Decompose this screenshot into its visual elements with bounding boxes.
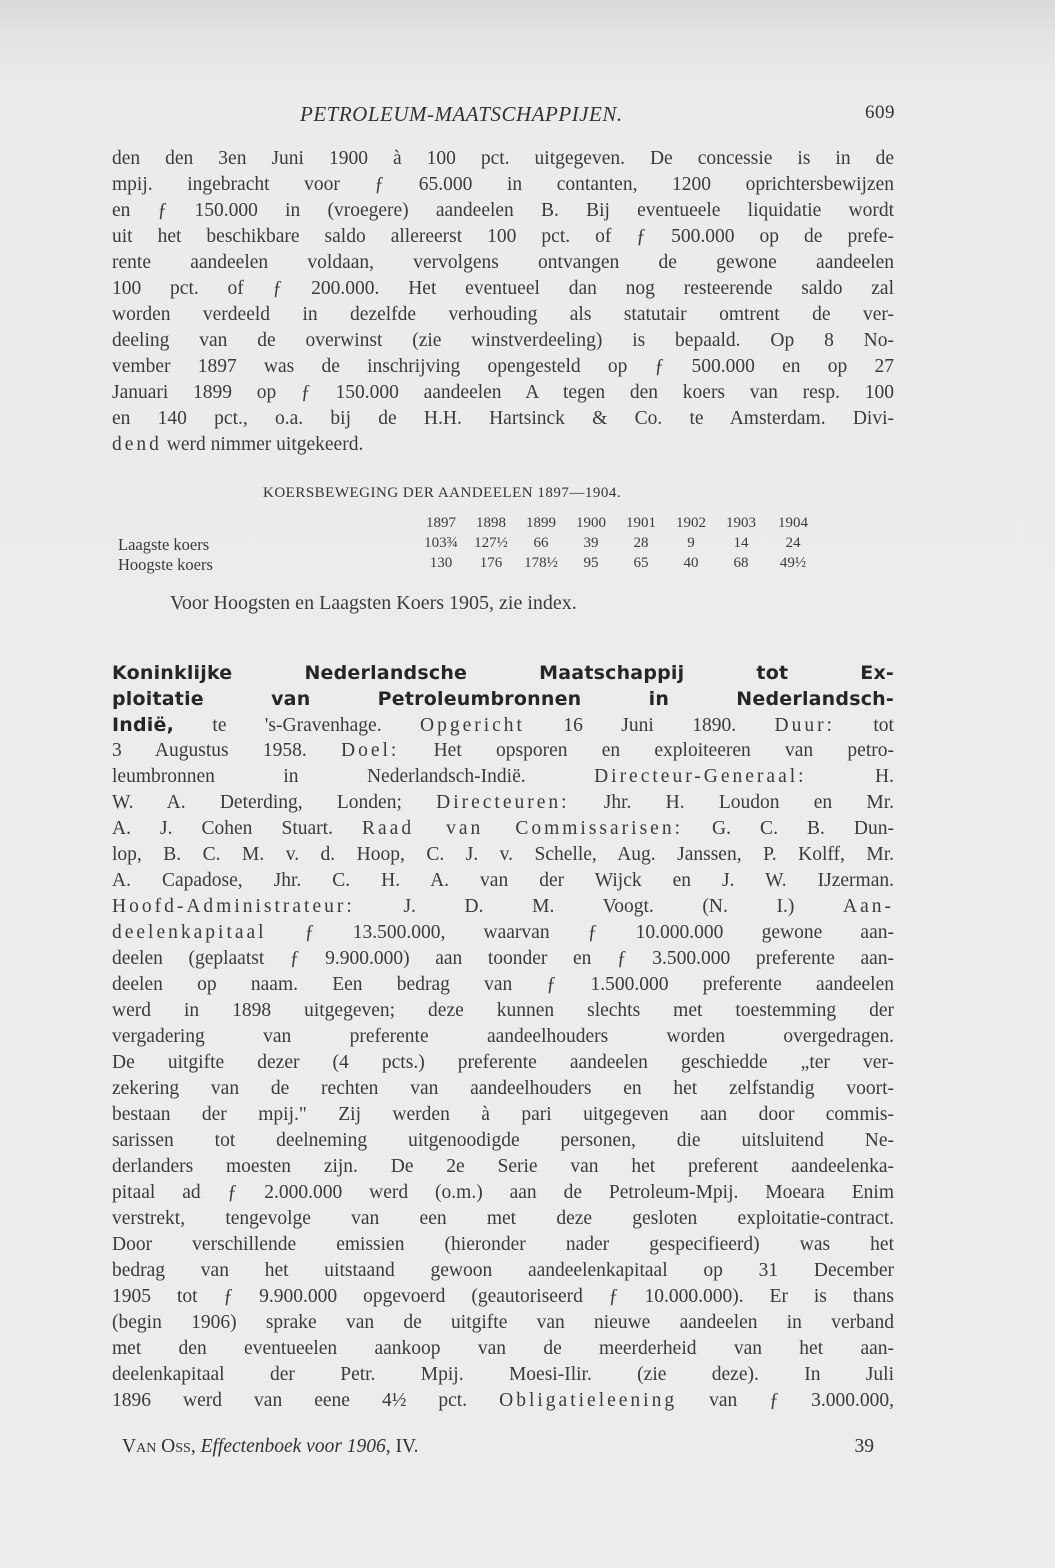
- body-line: pitaal ad ƒ 2.000.000 werd (o.m.) aan de Petroleum-Mpij. Moeara Enim: [112, 1182, 894, 1203]
- table-cell: 49½: [779, 555, 807, 571]
- table-cell: 24: [785, 535, 801, 551]
- row-label: Laagste koers: [118, 535, 210, 554]
- body-line: 100 pct. of ƒ 200.000. Het eventueel dan nog resteerende saldo zal: [112, 278, 894, 299]
- body-line: deelenkapitaal ƒ 13.500.000, waarvan ƒ 10.000.000 gewone aan-: [112, 922, 894, 943]
- table-cell: 66: [533, 535, 549, 551]
- entry-heading: ploitatie van Petroleumbronnen in Nederlandsch-: [112, 688, 894, 710]
- body-line: De uitgifte dezer (4 pcts.) preferente aandeelen geschiedde „ter ver-: [112, 1052, 894, 1073]
- table-cell: 176: [479, 555, 503, 571]
- table-cell: 178½: [524, 555, 558, 571]
- table-note: Voor Hoogsten en Laagsten Koers 1905, zie index.: [170, 592, 577, 614]
- body-line: dend werd nimmer uitgekeerd.: [112, 434, 364, 455]
- table-cell: 103¾: [424, 535, 458, 551]
- table-cell: 65: [633, 555, 649, 571]
- footer-book-title: Effectenboek voor 1906: [200, 1436, 386, 1457]
- year-header: 1899: [526, 515, 556, 531]
- body-line: zekering van de rechten van aandeelhouders en het zelfstandig voort-: [112, 1078, 894, 1099]
- body-line: met den eventueelen aankoop van de meerderheid van het aan-: [112, 1338, 894, 1359]
- body-line: mpij. ingebracht voor ƒ 65.000 in contanten, 1200 oprichtersbewijzen: [112, 174, 894, 195]
- body-line: (begin 1906) sprake van de uitgifte van nieuwe aandeelen in verband: [112, 1312, 894, 1333]
- body-line: en ƒ 150.000 in (vroegere) aandeelen B. Bij eventueele liquidatie wordt: [112, 200, 894, 221]
- body-line: A. Capadose, Jhr. C. H. A. van der Wijck en J. W. IJzerman.: [112, 870, 894, 891]
- table-cell: 95: [583, 555, 599, 571]
- body-line: Hoofd-Administrateur: J. D. M. Voogt. (N. I.) Aan-: [112, 896, 894, 917]
- footer-author: Van Oss,: [122, 1436, 196, 1457]
- year-header: 1903: [726, 515, 756, 531]
- body-line: uit het beschikbare saldo allereerst 100 pct. of ƒ 500.000 op de prefe-: [112, 226, 894, 247]
- page-number: 609: [865, 102, 895, 123]
- year-header: 1904: [778, 515, 808, 531]
- body-line: W. A. Deterding, Londen; Directeuren: Jhr. H. Loudon en Mr.: [112, 792, 895, 813]
- page-footer: [122, 1436, 874, 1458]
- row-label: Hoogste koers: [118, 555, 213, 574]
- body-line: vember 1897 was de inschrijving opengesteld op ƒ 500.000 en op 27: [112, 356, 894, 377]
- body-line: Januari 1899 op ƒ 150.000 aandeelen A tegen den koers van resp. 100: [112, 382, 894, 403]
- body-line: lop, B. C. M. v. d. Hoop, C. J. v. Schelle, Aug. Janssen, P. Kolff, Mr.: [112, 844, 894, 865]
- body-line: bedrag van het uitstaand gewoon aandeelenkapitaal op 31 December: [112, 1260, 894, 1281]
- table-cell: 68: [733, 555, 749, 571]
- body-line: werd in 1898 uitgegeven; deze kunnen slechts met toestemming der: [112, 1000, 894, 1021]
- body-line: 3 Augustus 1958. Doel: Het opsporen en exploiteeren van petro-: [112, 740, 894, 761]
- body-line: vergadering van preferente aandeelhouders worden overgedragen.: [112, 1026, 894, 1047]
- body-line: en 140 pct., o.a. bij de H.H. Hartsinck & Co. te Amsterdam. Divi-: [112, 408, 894, 429]
- spaced-term: dend: [112, 434, 162, 455]
- table-cell: 39: [583, 535, 599, 551]
- table-title: KOERSBEWEGING DER AANDEELEN 1897—1904.: [263, 485, 622, 501]
- body-line: deelenkapitaal der Petr. Mpij. Moesi-Ilir. (zie deze). In Juli: [112, 1364, 894, 1385]
- body-line: Indië, te 's-Gravenhage. Opgericht 16 Juni 1890. Duur: tot: [112, 714, 894, 736]
- body-line: leumbronnen in Nederlandsch-Indië. Directeur-Generaal: H.: [112, 766, 894, 787]
- body-line: 1905 tot ƒ 9.900.000 opgevoerd (geautoriseerd ƒ 10.000.000). Er is thans: [112, 1286, 894, 1307]
- body-line: worden verdeeld in dezelfde verhouding als statutair omtrent de ver-: [112, 304, 894, 325]
- body-line: A. J. Cohen Stuart. Raad van Commissarisen: G. C. B. Dun-: [112, 818, 895, 839]
- body-line: bestaan der mpij." Zij werden à pari uitgegeven aan door commis-: [112, 1104, 894, 1125]
- body-line: Door verschillende emissien (hieronder nader gespecifieerd) was het: [112, 1234, 894, 1255]
- body-line: verstrekt, tengevolge van een met deze gesloten exploitatie-contract.: [112, 1208, 894, 1229]
- body-line: deelen (geplaatst ƒ 9.900.000) aan toonder en ƒ 3.500.000 preferente aan-: [112, 948, 894, 969]
- table-cell: 9: [687, 535, 695, 551]
- body-line: den den 3en Juni 1900 à 100 pct. uitgegeven. De concessie is in de: [112, 148, 894, 169]
- body-line: deelen op naam. Een bedrag van ƒ 1.500.000 preferente aandeelen: [112, 974, 894, 995]
- body-line: 1896 werd van eene 4½ pct. Obligatieleening van ƒ 3.000.000,: [112, 1390, 894, 1411]
- body-line: rente aandeelen voldaan, vervolgens ontvangen de gewone aandeelen: [112, 252, 894, 273]
- year-header: 1902: [676, 515, 706, 531]
- entry-heading: Koninklijke Nederlandsche Maatschappij tot Ex-: [112, 662, 894, 684]
- signature-mark: 39: [854, 1436, 874, 1457]
- body-line: derlanders moesten zijn. De 2e Serie van het preferent aandeelenka-: [112, 1156, 894, 1177]
- year-header: 1898: [476, 515, 506, 531]
- year-header: 1901: [626, 515, 656, 531]
- year-header: 1897: [426, 515, 456, 531]
- body-line: sarissen tot deelneming uitgenoodigde personen, die uitsluitend Ne-: [112, 1130, 894, 1151]
- running-title: PETROLEUM-MAATSCHAPPIJEN.: [300, 102, 623, 126]
- table-cell: 14: [733, 535, 749, 551]
- year-header: 1900: [576, 515, 606, 531]
- body-line: deeling van de overwinst (zie winstverdeeling) is bepaald. Op 8 No-: [112, 330, 894, 351]
- table-cell: 28: [633, 535, 649, 551]
- table-cell: 130: [429, 555, 453, 571]
- table-cell: 127½: [474, 535, 508, 551]
- footer-volume: , IV.: [385, 1436, 419, 1457]
- table-cell: 40: [683, 555, 699, 571]
